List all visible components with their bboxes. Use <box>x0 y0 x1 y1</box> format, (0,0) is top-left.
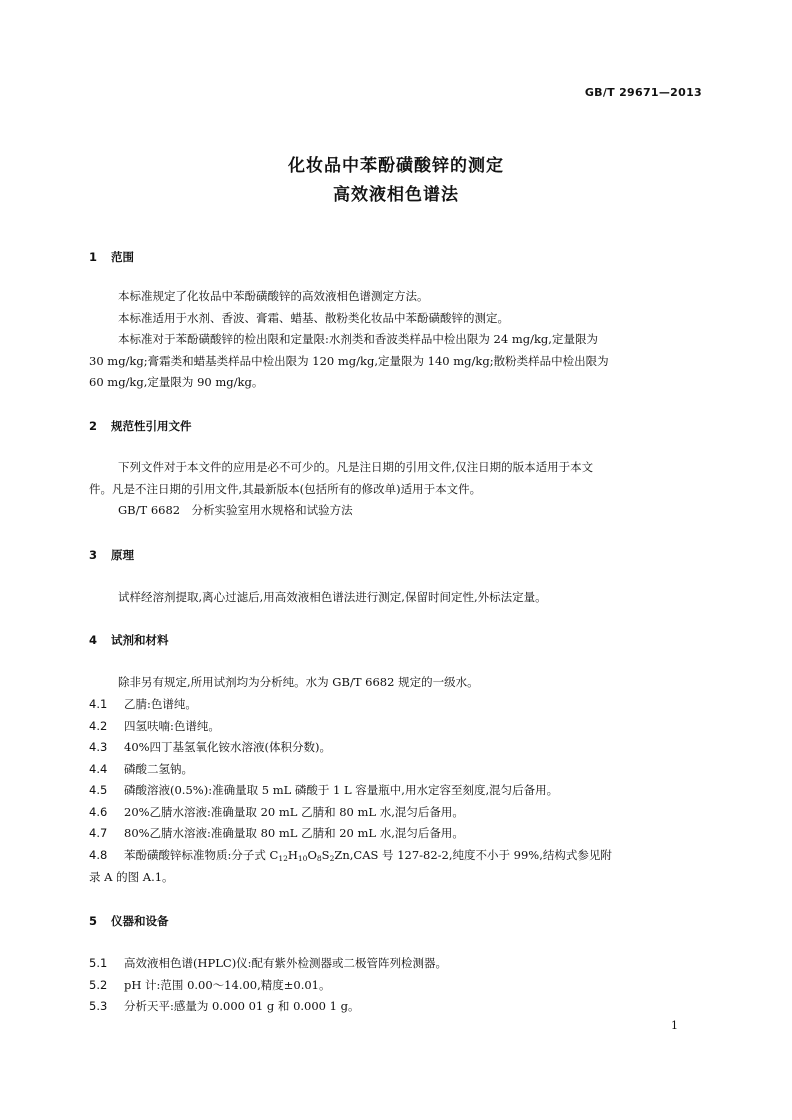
item-text: 80%乙腈水溶液:准确量取 80 mL 乙腈和 20 mL 水,混匀后备用。 <box>124 826 464 840</box>
paragraph-continuation: 件。凡是不注日期的引用文件,其最新版本(包括所有的修改单)适用于本文件。 <box>89 482 482 496</box>
section-heading-scope <box>89 249 134 265</box>
item-number: 5.3 <box>89 999 108 1013</box>
item-text: 乙腈:色谱纯。 <box>124 697 197 711</box>
list-item <box>89 996 702 1018</box>
item-number: 4.3 <box>89 740 108 754</box>
section-heading-apparatus <box>89 913 169 929</box>
item-text: pH 计:范围 0.00～14.00,精度±0.01。 <box>124 978 331 992</box>
item-number: 4.5 <box>89 783 108 797</box>
list-item <box>89 759 702 781</box>
item-number: 4.4 <box>89 762 108 776</box>
document-subtitle: 高效液相色谱法 <box>333 185 459 205</box>
list-item <box>89 694 702 716</box>
list-item <box>89 823 702 845</box>
paragraph: 下列文件对于本文件的应用是必不可少的。凡是注日期的引用文件,仅注日期的版本适用于本文 <box>118 460 594 474</box>
list-item <box>89 716 702 738</box>
page-number: 1 <box>671 1019 678 1032</box>
item-number: 4.6 <box>89 805 108 819</box>
section-title: 仪器和设备 <box>111 914 169 928</box>
paragraph: 试样经溶剂提取,离心过滤后,用高效液相色谱法进行测定,保留时间定性,外标法定量。 <box>118 590 547 604</box>
section-heading-principle <box>89 547 134 563</box>
section-number: 3 <box>89 548 98 562</box>
item-text: 四氢呋喃:色谱纯。 <box>124 719 220 733</box>
section-heading-normative-references <box>89 418 192 434</box>
item-number: 4.2 <box>89 719 108 733</box>
list-item <box>89 737 702 759</box>
section-title: 范围 <box>111 250 134 264</box>
item-number: 4.1 <box>89 697 108 711</box>
section-number: 1 <box>89 250 98 264</box>
list-item <box>89 780 702 802</box>
item-number: 5.1 <box>89 956 108 970</box>
item-text: 磷酸二氢钠。 <box>124 762 193 776</box>
standard-number: GB/T 29671—2013 <box>584 86 702 99</box>
section-number: 4 <box>89 633 98 647</box>
reference-item: GB/T 6682 分析实验室用水规格和试验方法 <box>118 503 353 517</box>
section-title: 规范性引用文件 <box>111 419 192 433</box>
paragraph: 除非另有规定,所用试剂均为分析纯。水为 GB/T 6682 规定的一级水。 <box>118 675 479 689</box>
item-text: 40%四丁基氢氧化铵水溶液(体积分数)。 <box>124 740 332 754</box>
list-item <box>89 975 702 997</box>
section-heading-reagents <box>89 632 169 648</box>
section-title: 原理 <box>111 548 134 562</box>
paragraph: 本标准对于苯酚磺酸锌的检出限和定量限:水剂类和香波类样品中检出限为 24 mg/kg,定量限为 <box>118 332 598 346</box>
paragraph-continuation: 60 mg/kg,定量限为 90 mg/kg。 <box>89 375 264 389</box>
section-number: 5 <box>89 914 98 928</box>
paragraph: 本标准规定了化妆品中苯酚磺酸锌的高效液相色谱测定方法。 <box>118 289 429 303</box>
paragraph: 本标准适用于水剂、香波、膏霜、蜡基、散粉类化妆品中苯酚磺酸锌的测定。 <box>118 311 509 325</box>
item-number: 4.7 <box>89 826 108 840</box>
item-text: 高效液相色谱(HPLC)仪:配有紫外检测器或二极管阵列检测器。 <box>124 956 448 970</box>
item-text: 磷酸溶液(0.5%):准确量取 5 mL 磷酸于 1 L 容量瓶中,用水定容至刻度,混匀后备用。 <box>124 783 559 797</box>
paragraph-continuation: 30 mg/kg;膏霜类和蜡基类样品中检出限为 120 mg/kg,定量限为 140 mg/kg;散粉类样品中检出限为 <box>89 354 609 368</box>
item-number: 4.8 <box>89 848 108 862</box>
item-text: 20%乙腈水溶液:准确量取 20 mL 乙腈和 80 mL 水,混匀后备用。 <box>124 805 464 819</box>
list-item <box>89 845 702 870</box>
list-item-continuation: 录 A 的图 A.1。 <box>89 870 174 884</box>
section-number: 2 <box>89 419 98 433</box>
section-title: 试剂和材料 <box>111 633 169 647</box>
item-text: 苯酚磺酸锌标准物质:分子式 $C_{12}H_{10}O_8S_2Zn,CAS$ 号 127-82-2,纯度不小于 99%,结构式参见附 <box>124 848 612 863</box>
item-text: 分析天平:感量为 0.000 01 g 和 0.000 1 g。 <box>124 999 360 1013</box>
list-item <box>89 802 702 824</box>
item-number: 5.2 <box>89 978 108 992</box>
list-item <box>89 953 702 975</box>
document-title: 化妆品中苯酚磺酸锌的测定 <box>288 156 504 176</box>
